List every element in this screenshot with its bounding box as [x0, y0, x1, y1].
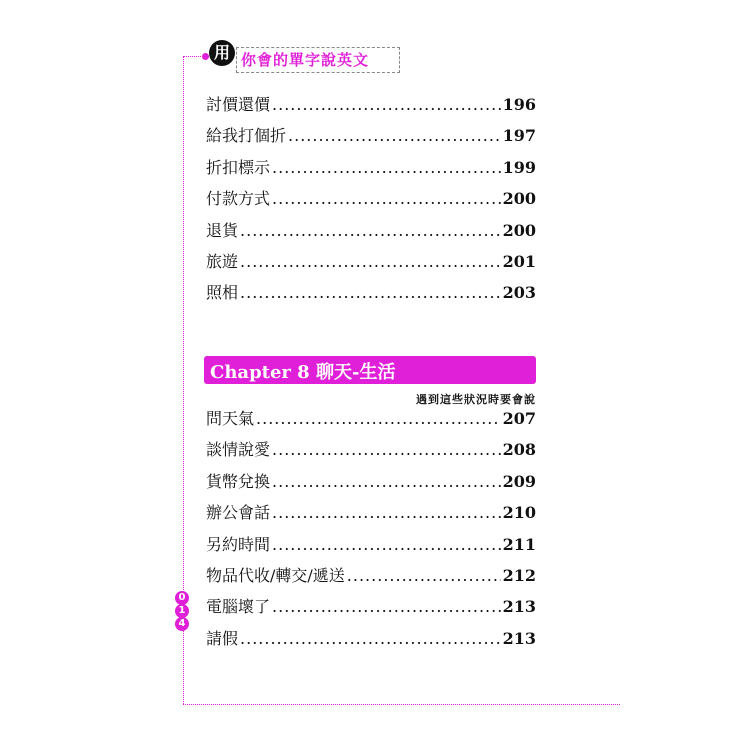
toc-title: 付款方式 [206, 189, 271, 209]
toc-page: 211 [502, 534, 536, 554]
toc-title: 旅遊 [206, 251, 239, 271]
toc-leader [272, 95, 501, 114]
toc-title: 談情說愛 [206, 440, 271, 460]
chapter-title: Chapter 8 聊天-生活 [210, 362, 396, 383]
toc-row[interactable] [206, 92, 536, 123]
toc-leader [272, 503, 501, 522]
toc-page: 196 [502, 95, 536, 114]
toc-row[interactable] [206, 186, 536, 217]
toc-leader [240, 283, 501, 302]
toc-leader [272, 597, 501, 616]
toc-leader [272, 158, 501, 177]
toc-page: 212 [502, 565, 536, 585]
toc-title: 另約時間 [206, 534, 271, 554]
toc-page: 213 [502, 597, 536, 617]
toc-title: 照相 [206, 283, 239, 303]
toc-title: 折扣標示 [206, 157, 271, 177]
toc-leader [272, 440, 501, 459]
toc-row[interactable] [206, 563, 536, 594]
page-number-digit: 4 [175, 617, 189, 631]
toc-leader [240, 252, 501, 271]
toc-leader [272, 535, 501, 554]
toc-page: 207 [502, 409, 536, 428]
toc-page: 209 [502, 471, 536, 491]
page-frame-bottom [183, 704, 620, 705]
toc-row[interactable] [206, 123, 536, 154]
chapter-subtitle: 遇到這些狀況時要會說 [416, 393, 536, 406]
toc-title: 辦公會話 [206, 503, 271, 523]
toc-row[interactable] [206, 626, 536, 657]
toc-title: 討價還價 [206, 95, 271, 114]
toc-list-chapter [206, 406, 536, 657]
page-number-digit: 1 [175, 604, 189, 618]
toc-page: 197 [502, 126, 536, 146]
toc-title: 問天氣 [206, 409, 255, 428]
header-title: 你會的單字說英文 [241, 51, 370, 69]
header-badge: 用 [209, 40, 235, 66]
toc-page: 201 [502, 251, 536, 271]
toc-title: 物品代收/轉交/遞送 [206, 565, 345, 585]
toc-leader [272, 472, 501, 491]
toc-row[interactable] [206, 155, 536, 186]
toc-title: 請假 [206, 628, 239, 648]
toc-page: 199 [502, 157, 536, 177]
toc-title: 電腦壞了 [206, 597, 271, 617]
toc-page: 200 [502, 189, 536, 209]
toc-leader [288, 126, 501, 145]
toc-list-top [206, 92, 536, 312]
toc-row[interactable] [206, 249, 536, 280]
toc-title: 貨幣兌換 [206, 471, 271, 491]
toc-title: 給我打個折 [206, 126, 287, 146]
toc-leader [272, 189, 501, 208]
toc-page: 200 [502, 220, 536, 240]
toc-leader [347, 566, 501, 585]
toc-row[interactable] [206, 469, 536, 500]
toc-leader [240, 629, 501, 648]
toc-row[interactable] [206, 437, 536, 468]
toc-row[interactable] [206, 218, 536, 249]
toc-page: 208 [502, 440, 536, 460]
toc-row[interactable] [206, 594, 536, 625]
page-number-digit: 0 [175, 591, 189, 605]
toc-row[interactable] [206, 532, 536, 563]
toc-page: 210 [502, 503, 536, 523]
frame-dot [202, 53, 209, 60]
toc-row[interactable] [206, 406, 536, 437]
toc-page: 203 [502, 283, 536, 303]
toc-row[interactable] [206, 500, 536, 531]
toc-leader [240, 221, 501, 240]
toc-row[interactable] [206, 280, 536, 311]
toc-page: 213 [502, 628, 536, 648]
toc-title: 退貨 [206, 220, 239, 240]
toc-leader [256, 409, 501, 428]
